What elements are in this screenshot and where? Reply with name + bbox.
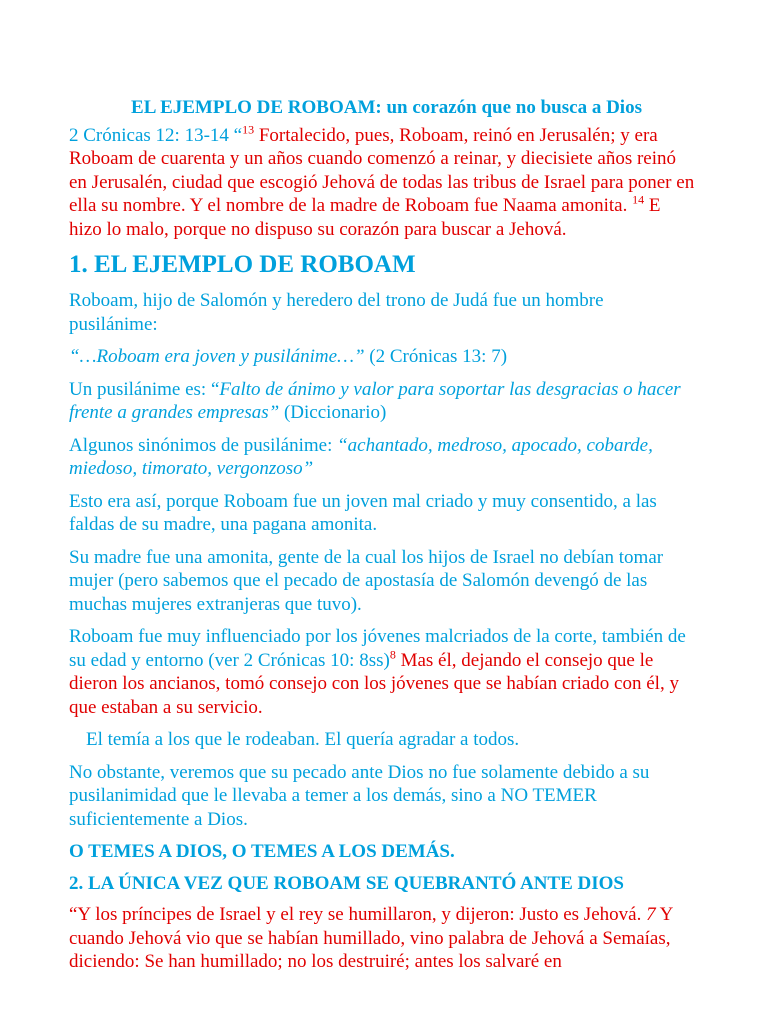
heading-fear-statement: O TEMES A DIOS, O TEMES A LOS DEMÁS. — [69, 841, 455, 862]
verse-number-8: 8 — [389, 647, 396, 662]
title-main: EL EJEMPLO DE ROBOAM: — [131, 97, 387, 118]
verse-text-13: Fortalecido, pues, Roboam, reinó en Jerusalén; y era Roboam de cuarenta y un años cuando comenzó a reinar, y diecisiete años reinó en Jerusalén, ciudad que escogió Jehová de todas las tribus de Israel para poner en ella su nombre. Y el nombre de la madre de Roboam fue Naama amonita. — [69, 124, 695, 216]
paragraph-4 — [69, 434, 696, 481]
intro-scripture — [69, 124, 696, 242]
title-subtitle: un corazón que no busca a Dios — [386, 97, 642, 118]
definition-quote: Falto de ánimo y valor para soportar las desgracias o hacer frente a grandes empresas” — [69, 378, 681, 423]
verse-number-13: 13 — [242, 122, 255, 137]
verse-number-14: 14 — [632, 192, 645, 207]
verse-number-7: 7 — [646, 904, 656, 925]
definition-lead: Un pusilánime es: “ — [69, 378, 220, 400]
document-title — [69, 96, 696, 120]
paragraph-7 — [69, 625, 696, 719]
intro-reference: 2 Crónicas 12: 13-14 “ — [69, 124, 243, 146]
paragraph-5: Esto era así, porque Roboam fue un joven mal criado y muy consentido, a las faldas de su madre, una pagana amonita. — [69, 490, 657, 535]
paragraph-8: El temía a los que le rodeaban. El quería agradar a todos. — [86, 729, 520, 750]
influence-lead: Roboam fue muy influenciado por los jóvenes malcriados de la corte, también de su edad y entorno (ver 2 Crónicas 10: 8ss) — [69, 626, 686, 671]
quote-pusilanime: “…Roboam era joven y pusilánime…” — [69, 346, 365, 367]
synonyms-lead: Algunos sinónimos de pusilánime: — [69, 434, 338, 456]
verse-text-7: Y cuando Jehová vio que se habían humillado, vino palabra de Jehová a Semaías, diciendo: Se han humillado; no los destruiré; antes los salvaré en — [69, 904, 673, 972]
reference-2-cronicas-13: (2 Crónicas 13: 7) — [364, 346, 508, 367]
paragraph-6: Su madre fue una amonita, gente de la cual los hijos de Israel no debían tomar mujer (pero sabemos que el pecado de apostasía de Salomón devengó de las muchas mujeres extranjeras que tuvo). — [69, 546, 664, 615]
verse-text-8: Mas él, dejando el consejo que le dieron los ancianos, tomó consejo con los jóvenes que se habían criado con él, y que estaban a su servicio. — [69, 649, 679, 718]
paragraph-2 — [69, 345, 696, 369]
heading-section-1: 1. EL EJEMPLO DE ROBOAM — [69, 251, 416, 278]
verse-text-6: “Y los príncipes de Israel y el rey se humillaron, y dijeron: Justo es Jehová. — [69, 904, 647, 925]
definition-source: (Diccionario) — [279, 402, 387, 423]
paragraph-10 — [69, 903, 696, 974]
paragraph-1: Roboam, hijo de Salomón y heredero del trono de Judá fue un hombre pusilánime: — [69, 290, 604, 335]
verse-text-14: E hizo lo malo, porque no dispuso su corazón para buscar a Jehová. — [69, 195, 661, 240]
paragraph-9: No obstante, veremos que su pecado ante Dios no fue solamente debido a su pusilanimidad que le llevaba a temer a los demás, sino a NO TEMER suficientemente a Dios. — [69, 761, 650, 830]
synonyms-quote: “achantado, medroso, apocado, cobarde, miedoso, timorato, vergonzoso” — [69, 434, 653, 479]
paragraph-3 — [69, 378, 696, 425]
heading-section-2: 2. LA ÚNICA VEZ QUE ROBOAM SE QUEBRANTÓ ANTE DIOS — [69, 872, 624, 894]
